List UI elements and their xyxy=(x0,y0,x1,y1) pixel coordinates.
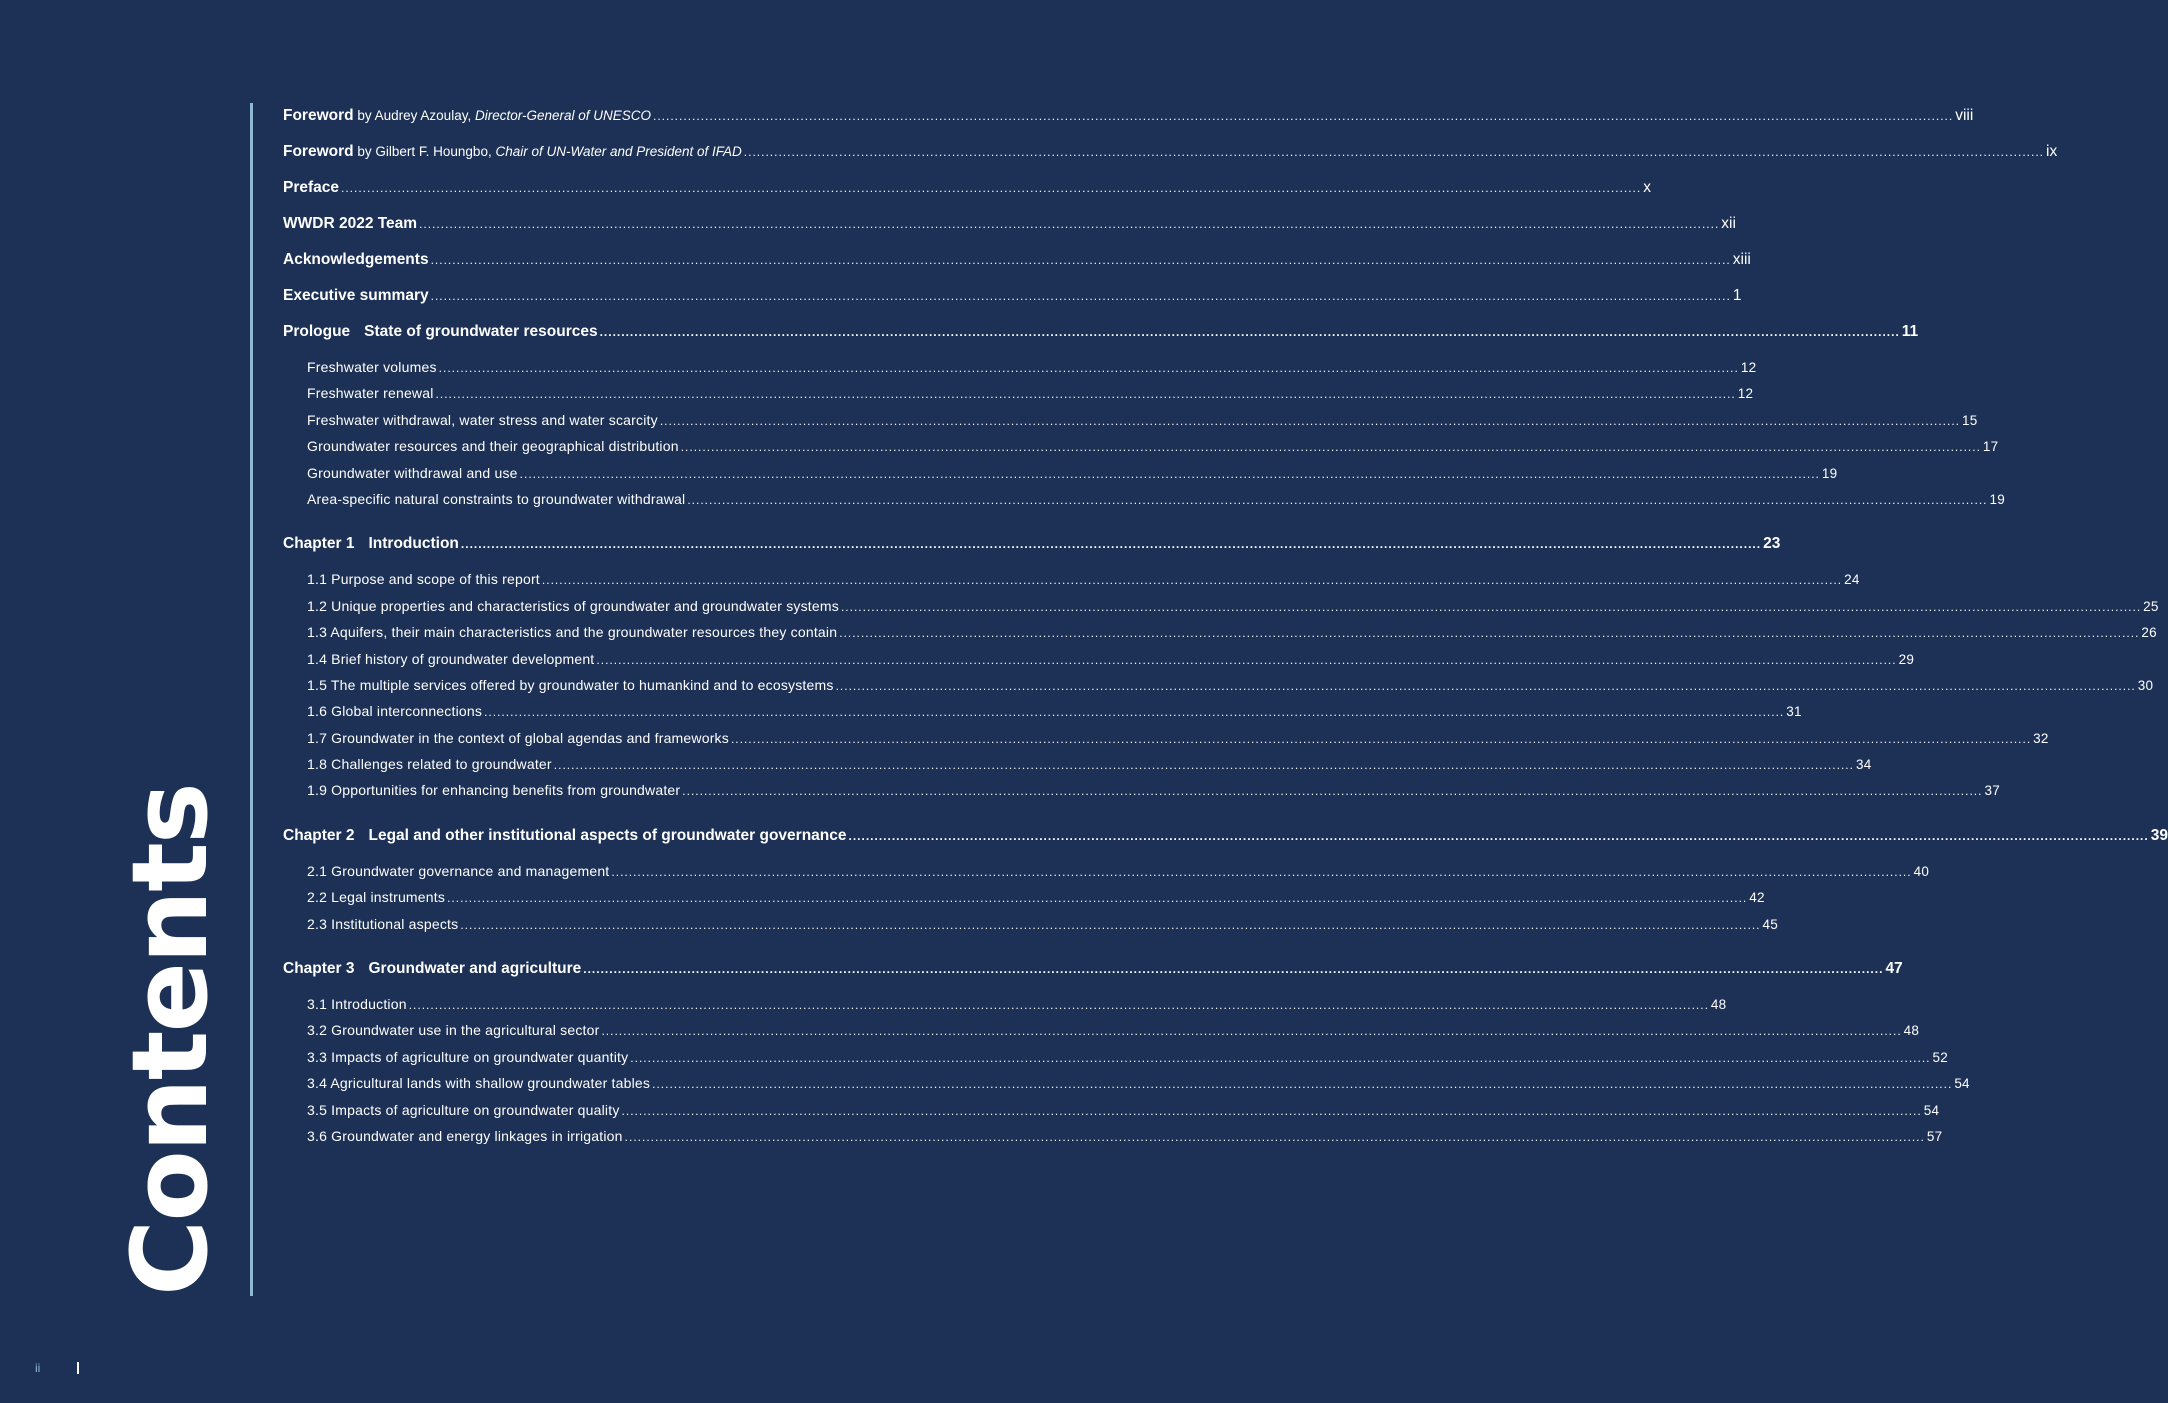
subentry-page: 45 xyxy=(1762,916,1778,932)
toc-subentry[interactable] xyxy=(283,991,1727,1017)
leader-dots: ............................................................................................................................................................................................................................................................................................................ xyxy=(835,678,2136,693)
toc-entry[interactable] xyxy=(283,174,1651,210)
leader-dots: ............................................................................................................................................................................................................................................................................................................ xyxy=(430,289,1731,303)
leader-dots: ............................................................................................................................................................................................................................................................................................................ xyxy=(848,828,2149,843)
leader-dots: ............................................................................................................................................................................................................................................................................................................ xyxy=(624,1129,1925,1144)
toc-subentry[interactable] xyxy=(283,354,1757,380)
section-page: 11 xyxy=(1901,323,1919,340)
leader-dots: ............................................................................................................................................................................................................................................................................................................ xyxy=(839,626,2140,641)
section-label: Chapter 2 xyxy=(283,826,355,844)
toc-subentry[interactable] xyxy=(283,725,2049,751)
toc-subentry[interactable] xyxy=(283,380,1754,406)
subentry-page: 42 xyxy=(1749,890,1765,906)
section-heading[interactable] xyxy=(283,822,2168,858)
leader-dots: ............................................................................................................................................................................................................................................................................................................ xyxy=(447,891,1748,906)
subentry-title: 3.2 Groundwater use in the agricultural sector xyxy=(307,1022,600,1039)
subentry-title: Freshwater renewal xyxy=(307,385,434,402)
toc-subentry[interactable] xyxy=(283,698,1802,724)
subentry-title: 1.7 Groundwater in the context of global agendas and frameworks xyxy=(307,729,729,746)
subentry-page: 25 xyxy=(2143,598,2159,614)
leader-dots: ............................................................................................................................................................................................................................................................................................................ xyxy=(652,1077,1953,1092)
entry-page: xii xyxy=(1721,215,1736,232)
subentry-page: 48 xyxy=(1710,997,1727,1013)
section-label: Prologue xyxy=(283,323,351,340)
leader-dots: ............................................................................................................................................................................................................................................................................................................ xyxy=(659,413,1961,428)
leader-dots: ............................................................................................................................................................................................................................................................................................................ xyxy=(553,758,1854,773)
entry-byline: by Audrey Azoulay, xyxy=(353,108,475,123)
toc-entry[interactable] xyxy=(283,246,1751,282)
table-of-contents xyxy=(283,102,2168,1149)
leader-dots: ............................................................................................................................................................................................................................................................................................................ xyxy=(743,145,2044,159)
subentry-page: 12 xyxy=(1737,386,1754,402)
section-gap xyxy=(283,512,903,530)
section-label: Chapter 1 xyxy=(283,535,355,553)
leader-dots: ............................................................................................................................................................................................................................................................................................................ xyxy=(653,109,1954,123)
entry-title: Acknowledgements xyxy=(283,251,429,268)
leader-dots: ............................................................................................................................................................................................................................................................................................................ xyxy=(541,573,1843,588)
subentry-page: 29 xyxy=(1898,651,1915,667)
toc-subentry[interactable] xyxy=(283,1017,1920,1043)
entry-page: 1 xyxy=(1732,287,1742,304)
entry-title: Executive summary xyxy=(283,287,429,304)
toc-subentry[interactable] xyxy=(283,1097,1940,1123)
leader-dots: ............................................................................................................................................................................................................................................................................................................ xyxy=(430,253,1731,267)
section-heading[interactable] xyxy=(283,318,1919,354)
entry-page: ix xyxy=(2046,143,2058,160)
entry-page: viii xyxy=(1955,107,1974,124)
toc-subentry[interactable] xyxy=(283,1044,1948,1070)
section-title: Legal and other institutional aspects of groundwater governance xyxy=(368,826,847,844)
subentry-title: Freshwater volumes xyxy=(307,359,437,375)
toc-entry[interactable] xyxy=(283,282,1742,318)
toc-subentry[interactable] xyxy=(283,911,1778,937)
leader-dots: ............................................................................................................................................................................................................................................................................................................ xyxy=(687,492,1988,507)
toc-subentry[interactable] xyxy=(283,460,1838,486)
leader-dots: ............................................................................................................................................................................................................................................................................................................ xyxy=(519,466,1820,481)
leader-dots: ............................................................................................................................................................................................................................................................................................................ xyxy=(408,998,1709,1013)
entry-page: x xyxy=(1643,179,1651,196)
toc-entry[interactable] xyxy=(283,138,2058,174)
subentry-title: 1.3 Aquifers, their main characteristics and the groundwater resources they contain xyxy=(307,624,838,641)
subentry-page: 54 xyxy=(1923,1102,1940,1118)
toc-subentry[interactable] xyxy=(283,1123,1943,1149)
subentry-page: 48 xyxy=(1903,1023,1920,1039)
toc-subentry[interactable] xyxy=(283,751,1872,777)
section-title: Groundwater and agriculture xyxy=(368,960,582,978)
leader-dots: ............................................................................................................................................................................................................................................................................................................ xyxy=(680,440,1981,455)
leader-dots: ............................................................................................................................................................................................................................................................................................................ xyxy=(596,652,1897,667)
entry-title: Foreword xyxy=(283,107,354,124)
subentry-title: 3.5 Impacts of agriculture on groundwater quality xyxy=(307,1101,620,1118)
toc-subentry[interactable] xyxy=(283,566,1860,592)
subentry-title: 1.5 The multiple services offered by groundwater to humankind and to ecosystems xyxy=(307,676,834,693)
subentry-page: 34 xyxy=(1855,757,1872,773)
subentry-title: 1.8 Challenges related to groundwater xyxy=(307,756,552,773)
subentry-title: 1.4 Brief history of groundwater development xyxy=(307,650,595,667)
subentry-title: 1.1 Purpose and scope of this report xyxy=(307,571,540,588)
section-label: Chapter 3 xyxy=(283,960,355,978)
toc-subentry[interactable] xyxy=(283,1070,1970,1096)
leader-dots: ............................................................................................................................................................................................................................................................................................................ xyxy=(630,1050,1931,1065)
subentry-page: 17 xyxy=(1982,439,1999,455)
section-page: 23 xyxy=(1763,535,1781,553)
toc-subentry[interactable] xyxy=(283,486,2005,512)
subentry-page: 31 xyxy=(1786,704,1802,720)
leader-dots: ............................................................................................................................................................................................................................................................................................................ xyxy=(730,731,2032,746)
entry-title: Preface xyxy=(283,179,340,196)
toc-entry[interactable] xyxy=(283,102,1974,138)
subentry-page: 40 xyxy=(1913,863,1930,879)
toc-subentry[interactable] xyxy=(283,646,1915,672)
leader-dots: ............................................................................................................................................................................................................................................................................................................ xyxy=(341,181,1642,195)
subentry-page: 30 xyxy=(2137,677,2154,693)
leader-dots: ............................................................................................................................................................................................................................................................................................................ xyxy=(611,864,1912,879)
toc-subentry[interactable] xyxy=(283,407,1978,433)
leader-dots: ............................................................................................................................................................................................................................................................................................................ xyxy=(435,387,1736,402)
page-number: ii xyxy=(35,1361,41,1375)
subentry-title: 1.6 Global interconnections xyxy=(307,703,483,720)
leader-dots: ............................................................................................................................................................................................................................................................................................................ xyxy=(621,1103,1922,1118)
subentry-title: 3.3 Impacts of agriculture on groundwater quantity xyxy=(307,1048,629,1065)
subentry-page: 57 xyxy=(1926,1128,1943,1144)
subentry-page: 54 xyxy=(1954,1076,1970,1092)
subentry-title: Groundwater withdrawal and use xyxy=(307,464,518,481)
leader-dots: ............................................................................................................................................................................................................................................................................................................ xyxy=(484,705,1785,720)
toc-subentry[interactable] xyxy=(283,858,1930,884)
section-page: 39 xyxy=(2150,826,2168,844)
footer-divider xyxy=(77,1362,79,1374)
subentry-title: 2.1 Groundwater governance and management xyxy=(307,862,610,879)
toc-subentry[interactable] xyxy=(283,433,1999,459)
page-title: Contents xyxy=(109,784,231,1296)
leader-dots: ............................................................................................................................................................................................................................................................................................................ xyxy=(682,784,1983,799)
subentry-title: 2.3 Institutional aspects xyxy=(307,915,459,932)
entry-title: Foreword xyxy=(283,143,354,160)
subentry-title: 2.2 Legal instruments xyxy=(307,889,446,906)
leader-dots: ............................................................................................................................................................................................................................................................................................................ xyxy=(460,917,1761,932)
subentry-page: 19 xyxy=(1989,491,2005,507)
entry-page: xiii xyxy=(1732,251,1751,268)
subentry-page: 52 xyxy=(1932,1049,1948,1065)
toc-subentry[interactable] xyxy=(283,619,2157,645)
subentry-page: 19 xyxy=(1821,465,1838,481)
entry-byline: by Gilbert F. Houngbo, xyxy=(353,144,496,159)
toc-subentry[interactable] xyxy=(283,884,1765,910)
subentry-title: 3.6 Groundwater and energy linkages in irrigation xyxy=(307,1127,623,1144)
subentry-page: 32 xyxy=(2033,730,2049,746)
entry-role: Director-General of UNESCO xyxy=(474,108,652,123)
leader-dots: ............................................................................................................................................................................................................................................................................................................ xyxy=(583,962,1884,977)
subentry-title: Groundwater resources and their geographical distribution xyxy=(307,438,679,455)
leader-dots: ............................................................................................................................................................................................................................................................................................................ xyxy=(460,537,1762,552)
toc-subentry[interactable] xyxy=(283,777,2000,803)
subentry-title: 1.2 Unique properties and characteristics of groundwater and groundwater systems xyxy=(307,597,839,614)
subentry-page: 12 xyxy=(1740,360,1757,375)
subentry-title: 1.9 Opportunities for enhancing benefits from groundwater xyxy=(307,782,681,799)
section-page: 47 xyxy=(1885,960,1903,978)
toc-subentry[interactable] xyxy=(283,593,2159,619)
leader-dots: ............................................................................................................................................................................................................................................................................................................ xyxy=(438,361,1739,375)
subentry-title: Freshwater withdrawal, water stress and water scarcity xyxy=(307,411,658,428)
section-title: State of groundwater resources xyxy=(364,323,598,340)
entry-role: Chair of UN-Water and President of IFAD xyxy=(495,144,742,159)
section-gap xyxy=(283,804,903,822)
entry-title: WWDR 2022 Team xyxy=(283,215,418,232)
vertical-rule xyxy=(250,103,253,1296)
subentry-title: 3.4 Agricultural lands with shallow groundwater tables xyxy=(307,1075,651,1092)
subentry-page: 24 xyxy=(1844,572,1860,588)
leader-dots: ............................................................................................................................................................................................................................................................................................................ xyxy=(840,599,2142,614)
toc-subentry[interactable] xyxy=(283,672,2154,698)
subentry-page: 15 xyxy=(1962,412,1978,428)
subentry-page: 37 xyxy=(1984,783,2000,799)
section-gap xyxy=(283,937,903,955)
subentry-title: 3.1 Introduction xyxy=(307,996,407,1013)
leader-dots: ............................................................................................................................................................................................................................................................................................................ xyxy=(601,1024,1902,1039)
subentry-page: 26 xyxy=(2141,625,2157,641)
leader-dots: ............................................................................................................................................................................................................................................................................................................ xyxy=(419,217,1720,231)
leader-dots: ............................................................................................................................................................................................................................................................................................................ xyxy=(599,325,1900,339)
section-heading[interactable] xyxy=(283,955,1903,991)
section-heading[interactable] xyxy=(283,530,1781,566)
subentry-title: Area-specific natural constraints to groundwater withdrawal xyxy=(307,490,686,507)
toc-entry[interactable] xyxy=(283,210,1736,246)
section-title: Introduction xyxy=(368,535,459,553)
